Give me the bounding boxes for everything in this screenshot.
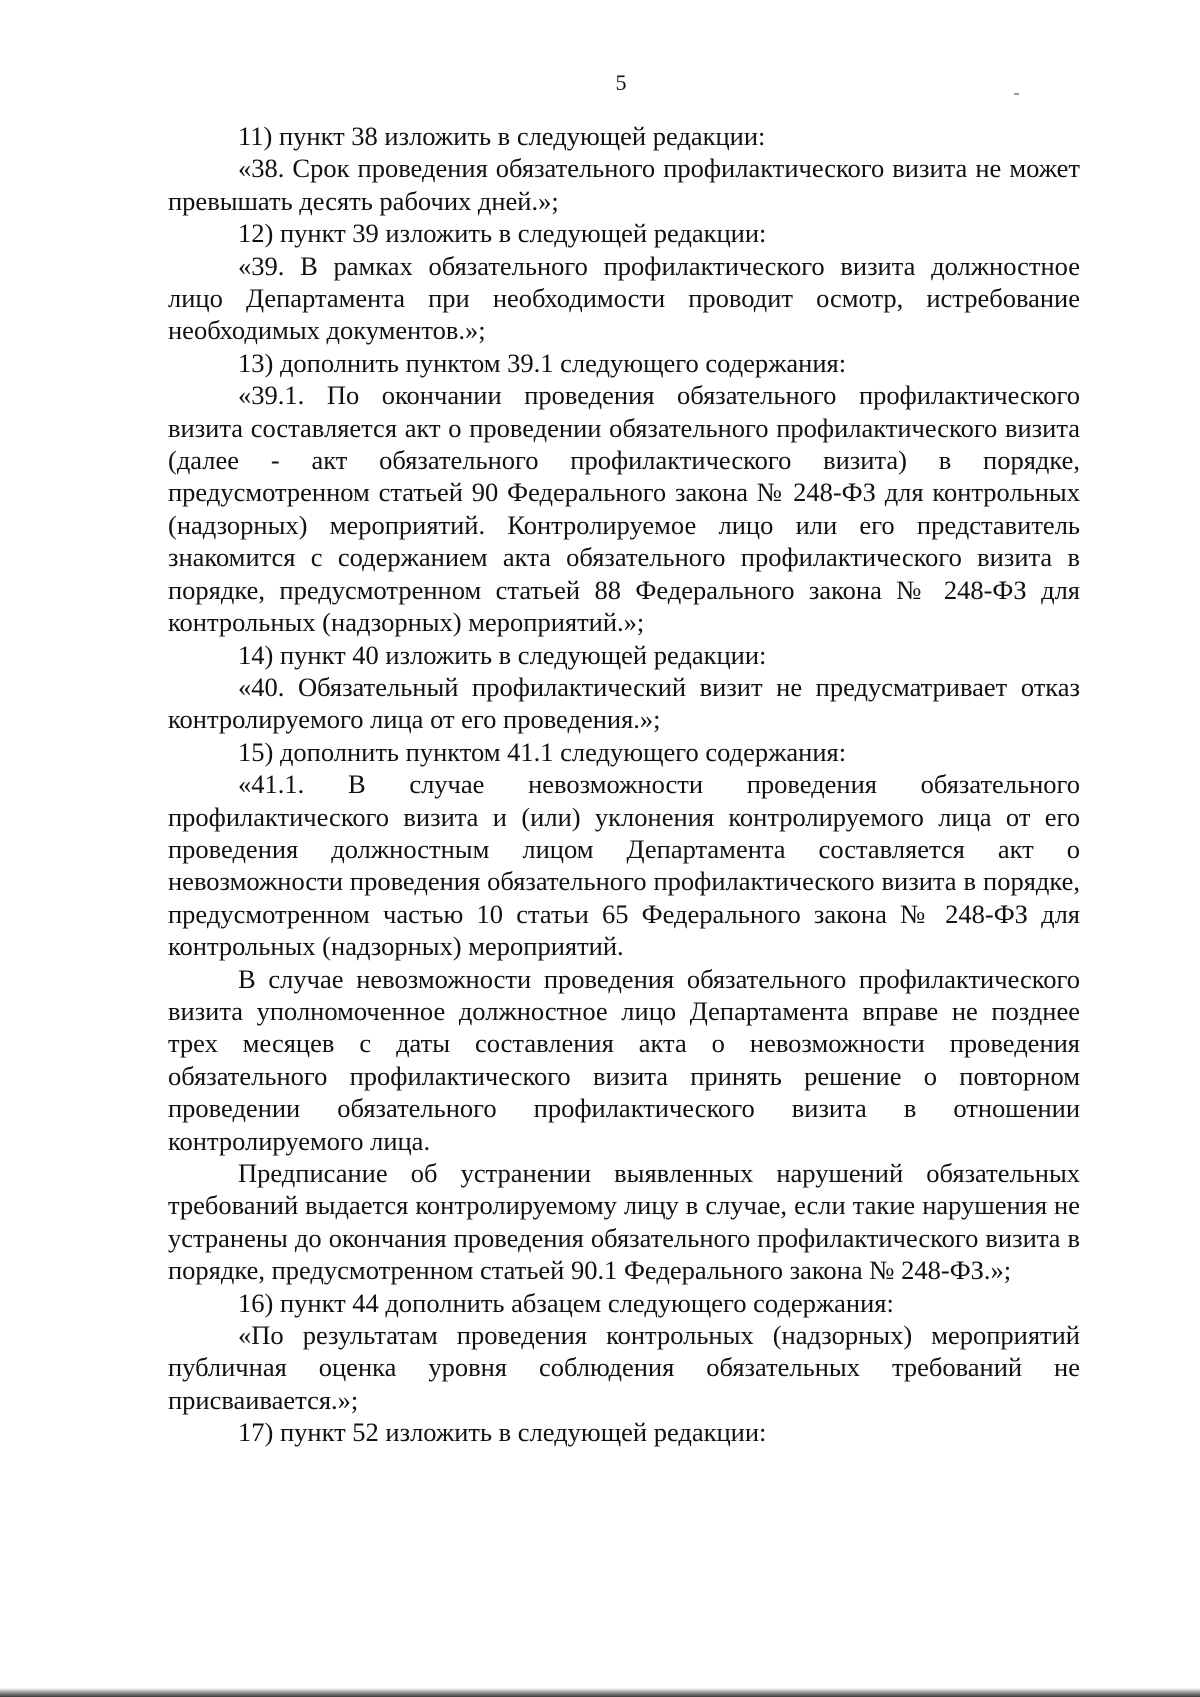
paragraph-item-12: 12) пункт 39 изложить в следующей редакции: xyxy=(238,218,767,249)
paragraph-clause-39-1: «39.1. По окончании проведения обязательного профилактического визита составляется акт о проведении обязательного профилактического визита (далее - акт обязательного профилактического визита) в порядке, предусмотренном статьей 90 Федерального закона № 248-ФЗ для контрольных (надзорных) мероприятий. Контролируемое лицо или его представитель знакомится с содержанием акта обязательного профилактического визита в порядке, предусмотренном статьей 88 Федерального закона № 248-ФЗ для контрольных (надзорных) мероприятий.»; xyxy=(168,380,1080,638)
paragraph-item-13: 13) дополнить пунктом 39.1 следующего содержания: xyxy=(238,347,847,378)
paragraph-clause-38: «38. Срок проведения обязательного профилактического визита не может превышать десять рабочих дней.»; xyxy=(168,153,1080,216)
paragraph-clause-41-1: «41.1. В случае невозможности проведения обязательного профилактического визита и (или) уклонения контролируемого лица от его проведения должностным лицом Департамента составляется акт о невозможности проведения обязательного профилактического визита в порядке, предусмотренном частью 10 статьи 65 Федерального закона № 248-ФЗ для контрольных (надзорных) мероприятий. xyxy=(168,769,1080,962)
document-body xyxy=(168,120,1080,1449)
paragraph-item-14: 14) пункт 40 изложить в следующей редакции: xyxy=(238,639,767,670)
paragraph-item-11: 11) пункт 38 изложить в следующей редакции: xyxy=(238,121,766,151)
page-number: 5 xyxy=(615,70,627,95)
paragraph-clause-40: «40. Обязательный профилактический визит не предусматривает отказ контролируемого лица от его проведения.»; xyxy=(168,671,1080,735)
paragraph-clause-44-addition: «По результатам проведения контрольных (надзорных) мероприятий публичная оценка уровня соблюдения обязательных требований не присваивается.»; xyxy=(168,1320,1080,1415)
paragraph-clause-41-1-second: В случае невозможности проведения обязательного профилактического визита уполномоченное должностное лицо Департамента вправе не позднее трех месяцев с даты составления акта о невозможности проведения обязательного профилактического визита принять решение о повторном проведении обязательного профилактического визита в отношении контролируемого лица. xyxy=(168,963,1080,1156)
paragraph-item-16: 16) пункт 44 дополнить абзацем следующего содержания: xyxy=(238,1287,894,1318)
paragraph-clause-41-1-third: Предписание об устранении выявленных нарушений обязательных требований выдается контролируемому лицу в случае, если такие нарушения не устранены до окончания проведения обязательного профилактического визита в порядке, предусмотренном статьей 90.1 Федерального закона № 248-ФЗ.»; xyxy=(168,1158,1080,1286)
scan-bottom-edge xyxy=(0,1688,1200,1697)
scan-mark xyxy=(1014,93,1019,95)
paragraph-item-15: 15) дополнить пунктом 41.1 следующего содержания: xyxy=(238,736,847,767)
paragraph-item-17: 17) пункт 52 изложить в следующей редакции: xyxy=(238,1417,767,1448)
paragraph-clause-39: «39. В рамках обязательного профилактического визита должностное лицо Департамента при необходимости проводит осмотр, истребование необходимых документов.»; xyxy=(168,250,1080,346)
